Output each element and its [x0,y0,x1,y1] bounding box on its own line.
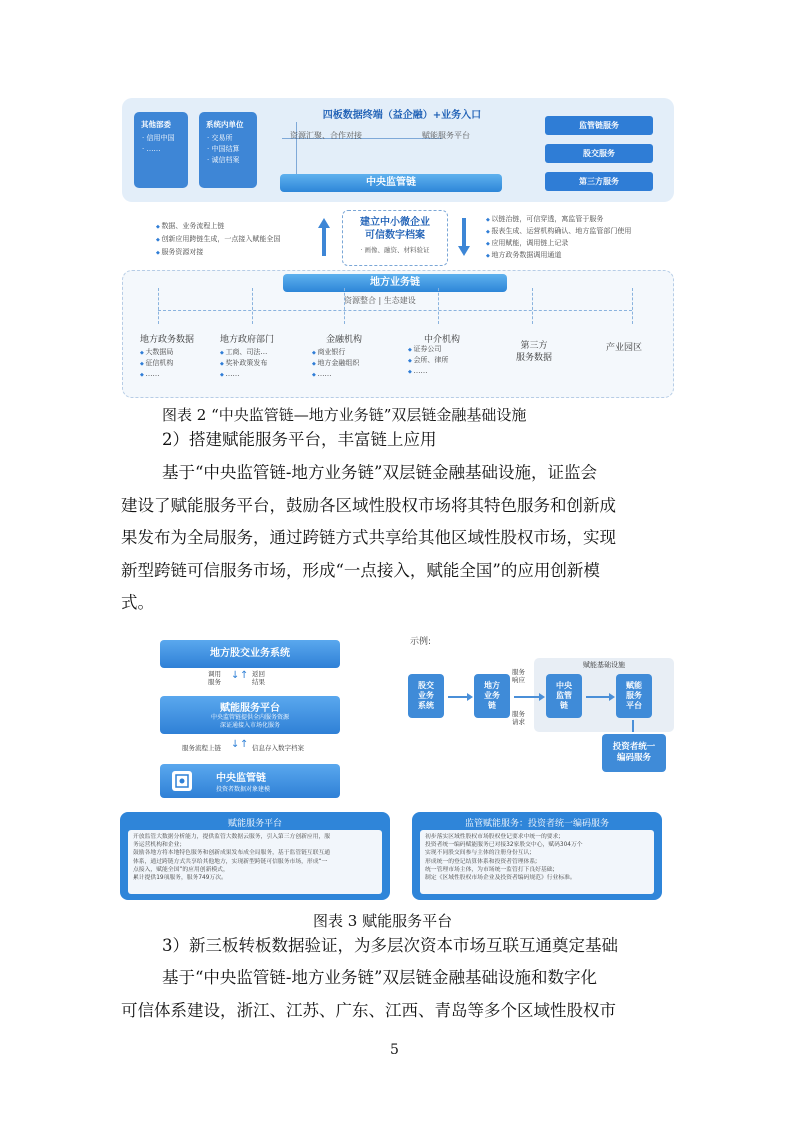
info-line: 统一管理市场主体，为市场统一监管打下良好基础; [425,866,555,873]
central-chain-bar: 中央监管链 [280,174,502,192]
up-arrow-icon [318,218,330,256]
sys-units-title: 系统内单位 [206,120,244,129]
col-gov-dept-list [220,347,267,380]
sys-unit-item: 交易所 [211,134,233,142]
archive-sub: · 画像、融资、材料验证 [360,246,430,254]
archive-note-label: 信息存入数字档案 [252,744,304,752]
service-response-label: 服务 响应 [512,668,525,684]
example-label: 示例: [410,637,432,647]
sys-unit-item: 诚信档案 [211,156,240,164]
connector-v [532,288,533,324]
down-arrow-icon: ↓ [231,670,240,681]
page-number: 5 [390,1042,399,1058]
local-sub: 资源整合 | 生态建设 [344,296,416,305]
connector-line [158,310,632,311]
panel-body [128,830,382,894]
central-chain-bar [160,764,340,798]
enable-platform-bar [160,696,340,734]
col-item: ◆ …… [220,369,267,380]
other-dept-item: …… [146,145,161,153]
third-party-button[interactable]: 第三方服务 [545,172,653,191]
platform-node: 赋能 服务 平台 [616,674,652,718]
text-line: 式。 [121,593,154,612]
service-request-label: 服务 请求 [512,710,525,726]
bullet: ◆ 数据、业务流程上链 [156,220,280,233]
panel-title: 赋能服务平台 [227,819,282,829]
text-line: 建设了赋能服务平台，鼓励各区域性股权市场将其特色服务和创新成 [121,495,616,515]
return-result-label: 返回 结果 [252,670,265,686]
call-service-label: 调用 服务 [208,670,221,686]
col-item: ◆ …… [140,369,173,380]
info-line: 开放监管大数据分析能力，提供监管大数据云服务，引入第三方创新应用，服 [133,834,331,840]
figure-enable-platform [120,628,680,906]
bullet: ◆ 应用赋能，调用链上记录 [486,238,631,250]
figure3-caption: 图表 3 赋能服务平台 [313,912,453,930]
up-arrow-icon: ↑ [240,739,249,750]
local-system-bar: 地方股交业务系统 [160,640,340,668]
col-item: ◆ 商业银行 [312,347,359,358]
col-gov-dept: 地方政府部门 [220,335,275,345]
bullet: ◆ 地方政务数据调用通道 [486,250,631,262]
investor-info-panel [412,812,662,900]
col-finance: 金融机构 [326,335,363,345]
central-chain-node: 中央 监管 链 [546,674,582,718]
info-line: 累计提供19项服务，服务749万次。 [133,875,227,882]
other-dept-box [134,112,188,188]
info-line: 制定《区域性股权市场企业及投资者编码规范》行业标准。 [425,875,576,882]
connector-v [344,288,345,324]
info-line: 鼓励各地方将本地特色服务和创新成果发布成全局服务，基于监管链互联互通 [133,850,331,857]
equity-service-button[interactable]: 股交服务 [545,144,653,163]
up-arrow-icon: ↑ [240,670,249,681]
equity-system-node: 股交 业务 系统 [408,674,444,718]
info-line: 投资者统一编码赋能服务已对接32家股交中心，赋码304万个 [425,842,583,849]
bullet: ◆ 以链治链，可信穿透，寓监管于服务 [486,214,631,226]
sys-units-list: · 交易所 · 中国结算 · 诚信档案 [207,134,240,164]
col-item: ◆ 会所、律所 [408,355,448,366]
text-line: 基于“中央监管链-地方业务链”双层链金融基础设施和数字化 [162,968,597,987]
col-item: ◆ 工商、司法… [220,347,267,358]
platform-info-panel [120,812,390,900]
connector-v [252,288,253,324]
chain-service-button[interactable]: 监管链服务 [545,116,653,135]
info-line: 初步落实区域性股权市场股权登记要求中统一的要求; [425,834,561,840]
terminal-title: 四板数据终端（益企融）+业务入口 [322,110,482,121]
text-line: 可信体系建设，浙江、江苏、广东、江西、青岛等多个区域性股权市 [121,1000,616,1020]
col-item: ◆ …… [312,369,359,380]
section-heading-3: 3）新三板转板数据验证，为多层次资本市场互联互通奠定基础 [162,936,618,955]
col-intermediary-list [408,344,448,377]
central-panel [122,98,674,202]
down-arrow-icon [458,218,470,256]
connector-v [158,288,159,324]
infra-label: 赋能基础设施 [583,661,625,669]
info-line: 点接入，赋能全国”的应用创新模式， [133,866,229,873]
local-chain-node: 地方 业务 链 [474,674,510,718]
text-line: 新型跨链可信服务市场，形成“一点接入，赋能全国”的应用创新模 [121,560,600,580]
download-bullets [486,214,631,262]
archive-box [342,210,448,266]
resource-label: 资源汇聚、合作对接 [290,131,362,140]
other-dept-list: · 信用中国 · …… [142,134,175,153]
local-chain-bar: 地方业务链 [283,274,507,292]
text-line: 果发布为全局服务，通过跨链方式共享给其他区域性股权市场，实现 [121,528,616,547]
info-line: 形成统一的登记结算体系和投资者管理体系; [425,858,538,865]
chain-sub: 投资者数据对象建模 [216,786,271,793]
upload-bullets [156,220,280,259]
connector [632,720,634,732]
col-item: ◆ …… [408,366,448,377]
paragraph-2 [121,457,681,620]
figure2-caption: 图表 2 “中央监管链—地方业务链”双层链金融基础设施 [162,406,527,424]
bullet: ◆ 报表生成、运营机构确认、地方监管部门使用 [486,226,631,238]
down-arrow-icon: ↓ [231,739,240,750]
col-intermediary: 中介机构 [424,335,461,345]
info-line: 体系，通过跨链方式共享给其他地方，实现新型跨链可信服务市场，形成“一 [133,858,328,865]
other-dept-item: 信用中国 [146,134,175,142]
enable-label: 赋能服务平台 [422,131,470,140]
col-item: ◆ 证券公司 [408,344,448,355]
text-line: 基于“中央监管链-地方业务链”双层链金融基础设施，证监会 [162,463,597,482]
col-finance-list [312,347,359,380]
arrow [586,696,610,698]
figure-double-chain [122,98,674,398]
panel-body [420,830,654,894]
col-third-party: 第三方 服务数据 [516,341,553,363]
flow-onchain-label: 服务流程上链 [182,744,221,752]
info-line: 实现不同股交间参与主体的注册身份互认; [425,850,532,857]
col-item: ◆ 大数据局 [140,347,173,358]
connector-v [438,288,439,324]
bullet: ◆ 创新应用跨链生成，一点接入赋能全国 [156,233,280,246]
col-item: ◆ 征信机构 [140,358,173,369]
col-item: ◆ 地方金融组织 [312,358,359,369]
platform-title: 赋能服务平台 [220,703,280,714]
paragraph-3 [121,962,681,1027]
col-gov-data-list [140,347,173,380]
section-heading-2: 2）搭建赋能服务平台，丰富链上应用 [162,430,437,449]
investor-code-node: 投资者统一 编码服务 [602,734,666,772]
bullet: ◆ 服务资源对接 [156,246,280,259]
arrow [448,696,468,698]
sys-units-box [199,112,257,188]
chain-icon [172,771,192,791]
other-dept-title: 其他部委 [141,120,171,129]
col-gov-data: 地方政务数据 [140,335,195,345]
info-line: 务运营机构和企业； [133,842,186,849]
col-industrial-park: 产业园区 [606,343,643,353]
col-item: ◆ 奖补政策发布 [220,358,267,369]
platform-sub: 中央监管链提供全内服务资源 深证通接入市场化服务 [210,714,289,729]
arrow [514,696,540,698]
connector-v [632,288,633,324]
chain-title: 中央监管链 [216,773,266,784]
archive-title: 建立中小微企业 可信数字档案 [360,217,430,241]
panel-title: 监管赋能服务：投资者统一编码服务 [464,819,609,829]
sys-unit-item: 中国结算 [211,145,240,153]
